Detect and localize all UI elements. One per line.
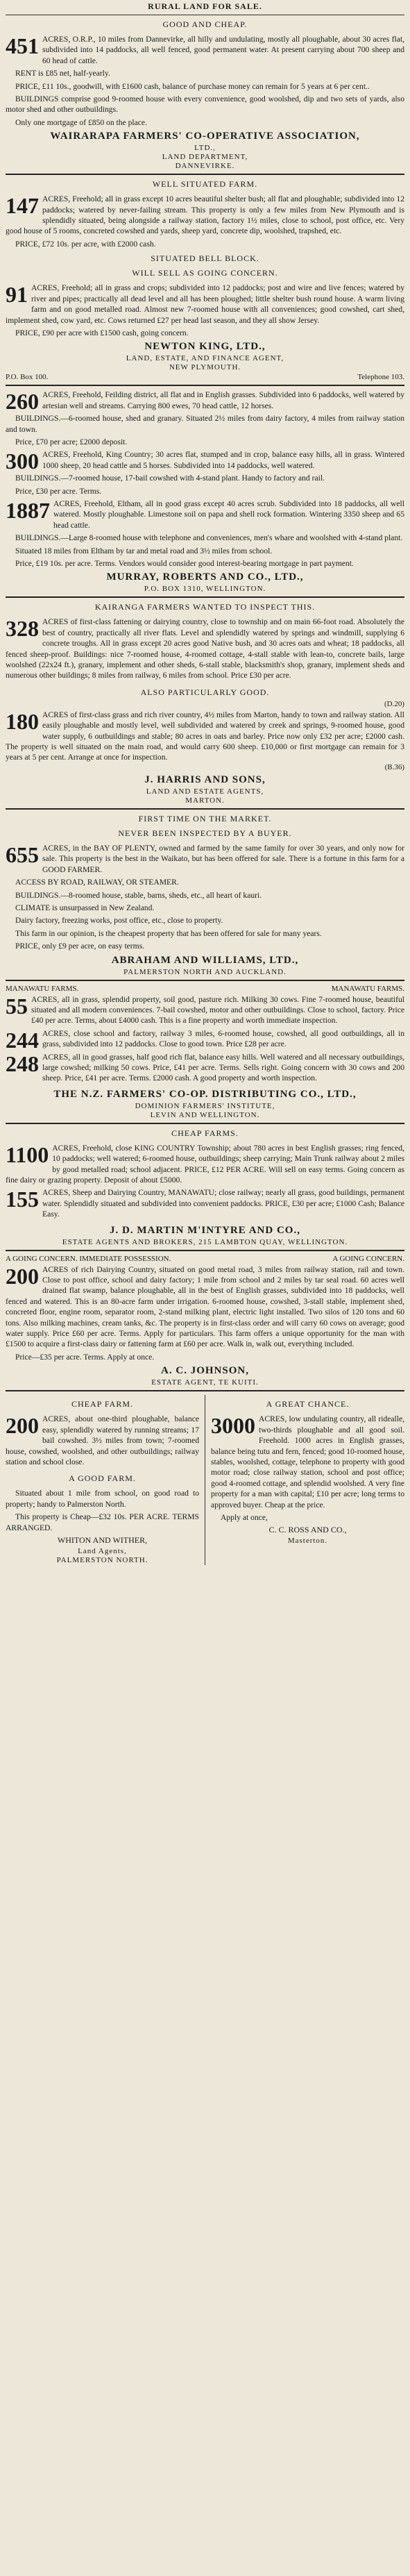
ad-manawatu xyxy=(6,985,404,1119)
ad-text: 200 ACRES of rich Dairying Country, situated on good metal road, 3 miles from railway station, rail and town. Close to post office, school and dairy factory; 1 mile from school and 2 miles by tar seal road. 60 acres well drained flat swamp, balance ploughable, all in the best of English grasses, subdivided into 18 paddocks, well fenced and watered. This is an 80-acre farm under irrigation. 6-roomed house, cowshed, 3-stall stable, implement shed, concreted floor, engine room, separator room, 2-stand milking plant, electric light installed. Two silos of 120 tons and 60 tons. Also milking machines, cream tanks, &c. The property is in first-class order and will carry 60 cows on average; good water supply. Price £60 per acre. Terms. Apply for particulars. This farm offers a unique opportunity for the man with £1500 to acquire a first-class dairy or fattening farm at £60 per acre. Walk in, walk out, everything included. xyxy=(6,1263,404,1349)
ad-text: 180 ACRES of first-class grass and rich river country, 4½ miles from Marton, handy to town and railway station. All easily ploughable and mostly level, well subdivided and watered by creek and springs, 9-roomed house, good water supply, 6 outbuildings and stable; 80 acres in oats and barley. Price now only £32 per acre; £2000 cash. The property is well situated on the main road, and would carry 600 sheep. £10,000 or first mortgage can remain for 3 years at 5 per cent. Arrange at once for inspection. xyxy=(6,708,404,762)
ad-text: Price—£35 per acre. Terms. Apply at once. xyxy=(15,1352,155,1362)
ad-caption: MANAWATU FARMS. xyxy=(331,984,404,993)
ad-caption: CHEAP FARM. xyxy=(71,1399,134,1410)
ad-text: Price, £19 10s. per acre. Terms. Vendors would consider good interest-bearing mortgage in part payment. xyxy=(15,559,354,568)
divider xyxy=(6,174,404,175)
ad-text: BUILDINGS.—Large 8-roomed house with telephone and conveniences, men's whare and woolshed with 4-stand plant. xyxy=(15,533,403,543)
agent-line: LAND, ESTATE, AND FINANCE AGENT, xyxy=(126,354,284,363)
acre-count: 244 xyxy=(6,1027,39,1053)
agent-name: NEWTON KING, LTD., xyxy=(144,341,266,353)
acre-count: 200 xyxy=(6,1263,39,1289)
contact-row xyxy=(6,373,404,381)
ad-text: RENT is £85 net, half-yearly. xyxy=(15,69,110,78)
ad-caption: MANAWATU FARMS. xyxy=(6,984,79,993)
agent-name: ABRAHAM AND WILLIAMS, LTD., xyxy=(111,954,299,966)
caption-row xyxy=(6,1255,404,1263)
ad-text: 200 ACRES, about one-third ploughable, balance easy, splendidly watered by running streams; 17 bail cowshed. 3½ miles from town; 7-roomed house, cowshed, woolshed, and other outbuildings; railway station and school close. xyxy=(6,1413,199,1466)
agent-line: LAND DEPARTMENT, xyxy=(162,153,248,162)
caption-row xyxy=(6,985,404,993)
ad-cheap-farms xyxy=(6,1128,404,1246)
ad-caption: A GOING CONCERN. IMMEDIATE POSSESSION. xyxy=(6,1254,171,1263)
agent-name: A. C. JOHNSON, xyxy=(161,1365,249,1377)
ad-harris-sons xyxy=(6,602,404,804)
ad-text: 91 ACRES, Freehold; all in grass and crops; subdivided into 12 paddocks; post and wire and live fences; watered by river and pipes; practically all dead level and all has been ploughed; little shelter bush round house. A warm living farm and on good metalled road. Almost new 7-roomed house with all conveniences; good cowshed, cart shed, implement shed, cow yard, etc. Cows returned £27 per head last season, and they all show Jersey. xyxy=(6,282,404,325)
divider xyxy=(6,1123,404,1124)
ad-text: 451 ACRES, O.R.P., 10 miles from Dannevirke, all hilly and undulating, mostly all ploughable, about 30 acres flat, subdivided into 14 paddocks, all well fenced, good permanent water. At present carrying about 700 sheep and 60 head of cattle. xyxy=(6,33,404,65)
agent-line: DANNEVIRKE. xyxy=(175,162,235,171)
ad-text: 328 ACRES of first-class fattening or dairying country, close to township and on main 66-foot road. Absolutely the best of country, practically all river flats. Level and splendidly watered by springs and windmill, supplying 6 concrete troughs. All in grass except 20 acres good Native bush, and 30 acres oats and wheat; 18 paddocks, all fenced sheep-proof. Buildings: nice 7-roomed house, 4-roomed cottage, 4-stall stable with lean-to, concrete bails, large woolshed (22x24 ft.), granary, implement and other sheds, 6-stall stable, blacksmith's shop, granary, implement sheds and numerous other buildings; 8 miles from railway, 6 miles from school. Price £30 per acre. xyxy=(6,616,404,680)
ad-text: 248 ACRES, all in good grasses, half good rich flat, balance easy hills. Well watered and all necessary outbuildings, large cowshed; milking 50 cows. Price, £41 per acre. Terms. Sells right. Going concern with 30 cows and 200 sheep. Price, £41 per acre. Terms. £2000 cash. A good property and worth inspection. xyxy=(6,1051,404,1083)
ad-text: BUILDINGS.—8-roomed house, stable, barns, sheds, etc., all heart of kauri. xyxy=(15,890,262,900)
ad-text: Dairy factory, freezing works, post office, etc., close to property. xyxy=(15,916,223,926)
ad-caption: WELL SITUATED FARM. xyxy=(152,179,258,190)
ad-text: BUILDINGS comprise good 9-roomed house with every convenience, good woolshed, dip and two sets of yards, also motor shed and other outbuildings. xyxy=(6,94,404,115)
ad-text: Price, £70 per acre; £2000 deposit. xyxy=(15,437,128,446)
ad-new-plymouth xyxy=(6,179,404,381)
agent-line: LAND AND ESTATE AGENTS, xyxy=(146,787,264,796)
ad-text: BUILDINGS.—7-roomed house, 17-bail cowshed with 4-stand plant. Handy to factory and rail. xyxy=(15,474,325,483)
ad-te-kuiti xyxy=(6,1255,404,1387)
agent-line: P.O. BOX 1310, WELLINGTON. xyxy=(144,585,266,594)
ad-text: Situated about 1 mile from school, on good road to property; handy to Palmerston North. xyxy=(6,1489,199,1509)
ad-text: This property is Cheap—£32 10s. PER ACRE. TERMS ARRANGED. xyxy=(6,1512,199,1532)
agent-line: DOMINION FARMERS' INSTITUTE, xyxy=(135,1101,275,1110)
acre-count: 147 xyxy=(6,193,39,219)
ad-text: 1887 ACRES, Freehold, Eltham, all in good grass except 40 acres scrub. Subdivided into 18 paddocks, all well watered. Mostly ploughable. Limestone soil on papa and shell rock formation. Wintering 3350 sheep and 65 head cattle. xyxy=(6,497,404,530)
agent-line: Land Agents, xyxy=(78,1546,127,1555)
ad-murray-roberts xyxy=(6,390,404,593)
ad-text: Price, £30 per acre. Terms. xyxy=(15,486,102,496)
ad-text: Apply at once, xyxy=(221,1512,268,1522)
agent-name: WAIRARAPA FARMERS' CO-OPERATIVE ASSOCIATION, xyxy=(50,131,360,142)
acre-count: 200 xyxy=(6,1413,39,1439)
ad-text: 244 ACRES, close school and factory, railway 3 miles, 6-roomed house, cowshed, all good outbuildings, all in grass, subdivided into 12 paddocks. Close to good town. Price £28 per acre. xyxy=(6,1027,404,1053)
po-box: P.O. Box 100. xyxy=(6,373,49,382)
acre-count: 155 xyxy=(6,1187,39,1212)
ad-text: PRICE, only £9 per acre, on easy terms. xyxy=(15,942,145,951)
ad-text: 260 ACRES, Freehold, Feilding district, all flat and in English grasses. Subdivided into 6 paddocks, well watered by artesian well and streams. Carrying 800 ewes, 70 head cattle, 12 horses. xyxy=(6,389,404,415)
ad-dannevirke xyxy=(6,19,404,170)
ad-text: 55 ACRES, all in grass, splendid property, soil good, pasture rich. Milking 30 cows. Fine 7-roomed house, beautiful situated and all modern conveniences. 7-bail cowshed, motor and other outbuildings. Close to school, factory. Price £40 per acre. Terms, about £4000 cash. This is a fine property and worth immediate inspection. xyxy=(6,993,404,1026)
ad-caption: NEVER BEEN INSPECTED BY A BUYER. xyxy=(118,828,292,838)
ad-text: 655 ACRES, in the BAY OF PLENTY, owned and farmed by the same family for over 30 years, and only now for sale. This property is the best in the Waikato, but has been offered for sale. There is a fortune in this farm for a GOOD FARMER. xyxy=(6,842,404,874)
ad-caption: A GOING CONCERN. xyxy=(332,1254,404,1263)
agent-name: WHITON AND WITHER, xyxy=(57,1534,148,1545)
agent-line: PALMERSTON NORTH AND AUCKLAND. xyxy=(123,967,287,976)
ad-palmerston xyxy=(6,1395,199,1565)
agent-line: LEVIN AND WELLINGTON. xyxy=(150,1110,260,1119)
acre-count: 91 xyxy=(6,282,28,308)
agent-line: MARTON. xyxy=(185,796,225,805)
ad-caption: GOOD AND CHEAP. xyxy=(162,19,248,29)
ad-text: 1100 ACRES, Freehold, close KING COUNTRY Township; about 780 acres in best English grasses; ring fenced, 10 paddocks; well watered; 6-roomed house, outbuildings; sheep carrying; Main Trunk railway about 2 miles by good metalled road; school adjacent. PRICE, £12 PER ACRE. Will sell on easy terms. Going concern as fine dairy or grazing property. Deposit of about £5000. xyxy=(6,1141,404,1185)
acre-count: 1887 xyxy=(6,497,50,523)
agent-line: PALMERSTON NORTH. xyxy=(56,1555,148,1564)
ad-text: Situated 18 miles from Eltham by tar and metal road and 3½ miles from school. xyxy=(15,546,273,555)
agent-line: LTD., xyxy=(194,144,216,153)
acre-count: 1100 xyxy=(6,1141,49,1167)
agent-line: ESTATE AGENTS AND BROKERS, 215 LAMBTON QUAY, WELLINGTON. xyxy=(62,1237,348,1246)
ad-caption: SITUATED BELL BLOCK. xyxy=(151,253,259,264)
divider xyxy=(6,385,404,386)
ad-text: Only one mortgage of £850 on the place. xyxy=(15,117,147,127)
ad-reference: (D.20) xyxy=(384,699,404,708)
agent-line: ESTATE AGENT, TE KUITI. xyxy=(151,1378,259,1387)
ad-caption: FIRST TIME ON THE MARKET. xyxy=(138,813,272,823)
newspaper-page xyxy=(6,0,404,1565)
ad-caption: ALSO PARTICULARLY GOOD. xyxy=(140,687,270,697)
ad-text: 300 ACRES, Freehold, King Country; 30 acres flat, stumped and in crop, balance easy hills, all in grass. Wintered 1000 sheep, 20 head cattle and 5 horses. Subdivided into 14 paddocks, well watered. xyxy=(6,449,404,474)
agent-line: Masterton. xyxy=(287,1537,328,1546)
acre-count: 300 xyxy=(6,449,39,474)
agent-name: THE N.Z. FARMERS' CO-OP. DISTRIBUTING CO., LTD., xyxy=(53,1088,357,1100)
divider xyxy=(6,596,404,598)
ad-text: ACCESS BY ROAD, RAILWAY, OR STEAMER. xyxy=(15,878,179,887)
ad-text: PRICE, £90 per acre with £1500 cash, going concern. xyxy=(15,328,189,337)
telephone: Telephone 103. xyxy=(357,373,404,382)
acre-count: 451 xyxy=(6,33,39,58)
ad-caption: WILL SELL AS GOING CONCERN. xyxy=(132,268,278,278)
ad-text: 155 ACRES, Sheep and Dairying Country, MANAWATU; close railway; nearly all grass, good buildings, permanent water. Splendidly situated and subdivided into convenient paddocks. PRICE, £30 per acre; £1000 Cash; Balance Easy. xyxy=(6,1187,404,1219)
ad-caption: A GOOD FARM. xyxy=(69,1473,136,1484)
ad-text: 147 ACRES, Freehold; all in grass except 10 acres beautiful shelter bush; all flat and ploughable; subdivided into 12 paddocks; watered by never-failing stream. This property is only a few miles from New Plymouth and is splendidly situated, being alongside a railway station, factory 1½ miles, close to school, post office, etc. Very good house of 5 rooms, concreted cowshed and yards, sheep yard, concrete dip, woolshed, trapshed, etc. xyxy=(6,193,404,236)
ad-text: PRICE, £72 10s. per acre, with £2000 cash. xyxy=(15,239,156,249)
ad-text: This farm in our opinion, is the cheapest property that has been offered for sale for many years. xyxy=(15,928,322,938)
acre-count: 655 xyxy=(6,842,39,867)
divider xyxy=(6,1390,404,1391)
ad-bay-of-plenty xyxy=(6,814,404,976)
agent-line: NEW PLYMOUTH. xyxy=(169,363,241,372)
ad-caption: CHEAP FARMS. xyxy=(171,1128,239,1138)
acre-count: 55 xyxy=(6,993,28,1019)
two-column-ads xyxy=(6,1395,404,1565)
agent-name: J. HARRIS AND SONS, xyxy=(144,773,266,785)
ad-text: CLIMATE is unsurpassed in New Zealand. xyxy=(15,903,155,912)
page-header: RURAL LAND FOR SALE. xyxy=(148,1,262,11)
agent-name: MURRAY, ROBERTS AND CO., LTD., xyxy=(106,571,304,583)
ad-caption: A GREAT CHANCE. xyxy=(266,1399,350,1410)
divider xyxy=(6,808,404,810)
acre-count: 180 xyxy=(6,708,39,734)
divider xyxy=(6,1250,404,1251)
ad-reference: (B.36) xyxy=(384,762,404,771)
ad-text: PRICE, £11 10s., goodwill, with £1600 cash, balance of purchase money can remain for 5 years at 6 per cent.. xyxy=(15,81,370,91)
acre-count: 248 xyxy=(6,1051,39,1076)
ad-text: BUILDINGS.—6-roomed house, shed and granary. Situated 2½ miles from dairy factory, 4 miles from railway station and town. xyxy=(6,414,404,434)
acre-count: 3000 xyxy=(211,1413,255,1439)
divider xyxy=(6,980,404,981)
ad-caption: KAIRANGA FARMERS WANTED TO INSPECT THIS. xyxy=(94,602,316,612)
ad-text: 3000 ACRES, low undulating country, all ridealle, two-thirds ploughable and all good soil. Freehold. 1000 acres in English grasses, balance being tutu and fern, fenced; good 10-roomed house, stables, woolshed, cottage, telephone to property with good motor road; close railway station, school and post office; good 4-roomed cottage, and splendid woolshed. A very fine property for a man with capital; £10 per acre; long terms to approved buyer. Cheap at the price. xyxy=(211,1413,404,1509)
acre-count: 260 xyxy=(6,389,39,415)
ad-masterton xyxy=(211,1395,404,1565)
acre-count: 328 xyxy=(6,616,39,642)
agent-name: C. C. ROSS AND CO., xyxy=(268,1525,347,1535)
agent-name: J. D. MARTIN M'INTYRE AND CO., xyxy=(110,1224,300,1236)
